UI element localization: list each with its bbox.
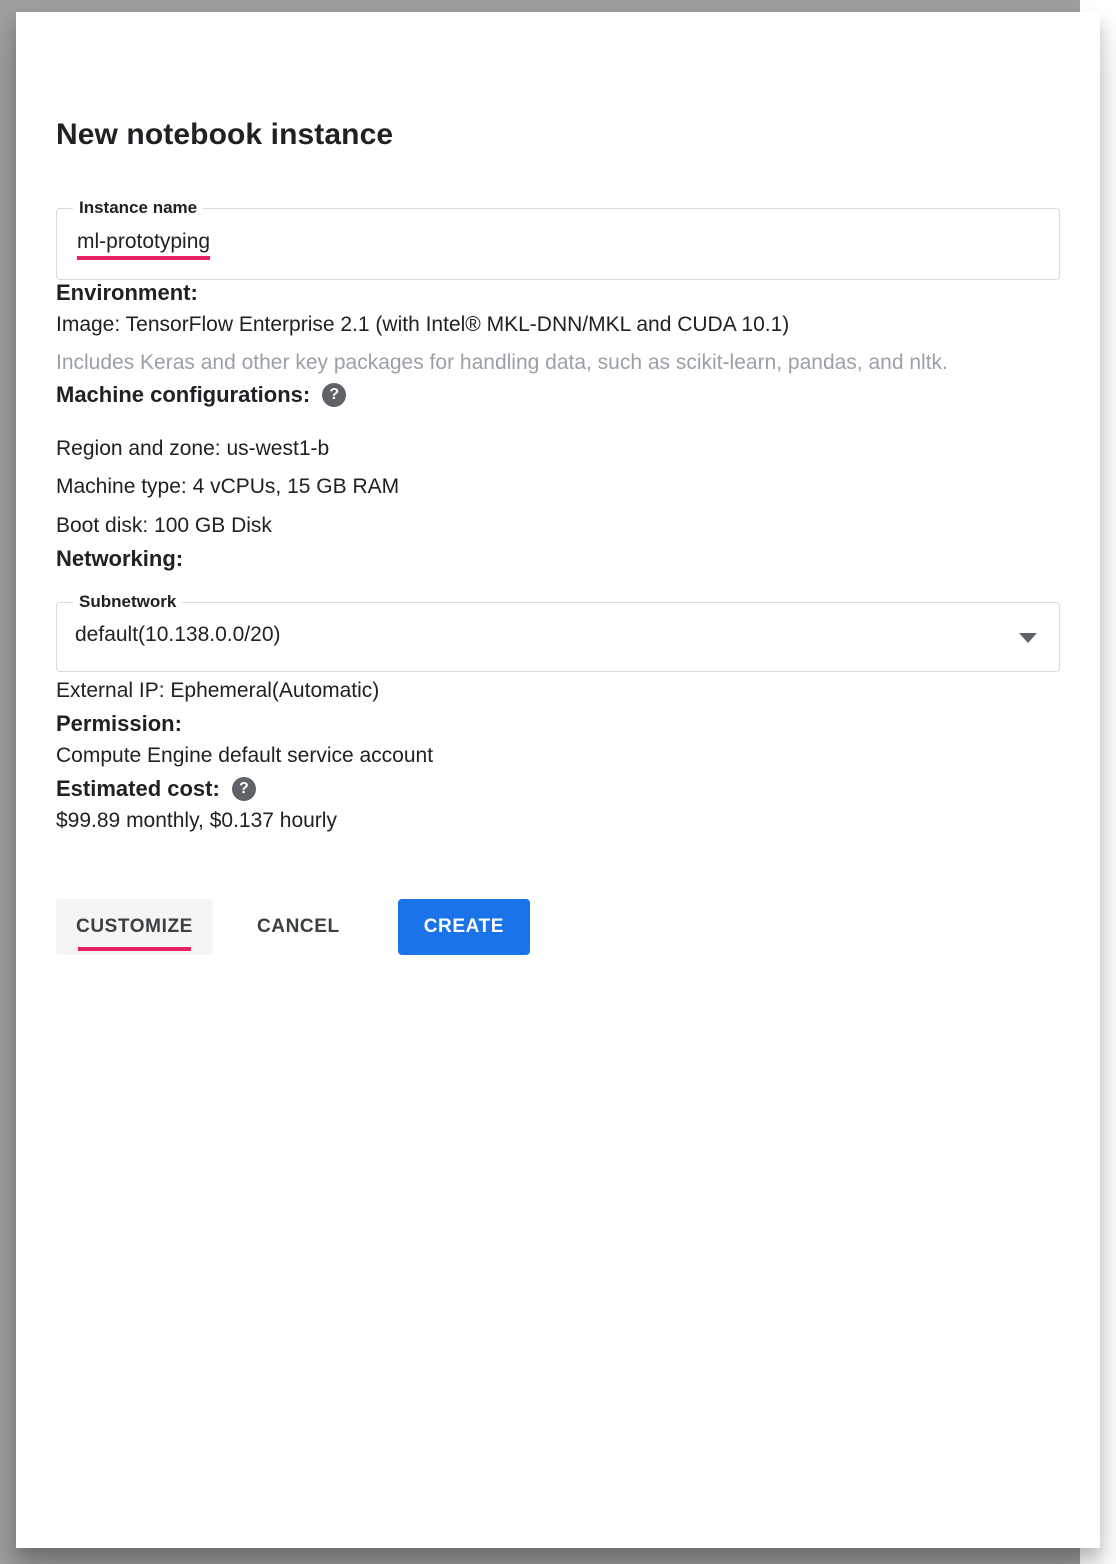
permission-value: Compute Engine default service account — [56, 743, 434, 767]
chevron-down-icon[interactable] — [1019, 633, 1037, 643]
dialog-actions — [56, 899, 1060, 955]
machine-configurations-heading — [56, 382, 1060, 408]
estimated-cost-heading — [56, 776, 1060, 802]
machine-type: Machine type: 4 vCPUs, 15 GB RAM — [56, 475, 400, 499]
permission-heading — [56, 711, 1060, 737]
machine-configurations-list — [56, 430, 1060, 547]
customize-highlight — [78, 947, 191, 951]
external-ip-line: External IP: Ephemeral(Automatic) — [56, 679, 380, 703]
help-icon[interactable]: ? — [322, 383, 346, 407]
machine-region-zone: Region and zone: us-west1-b — [56, 436, 330, 460]
customize-button-label: CUSTOMIZE — [76, 915, 193, 937]
environment-image-line: Image: TensorFlow Enterprise 2.1 (with Intel® MKL-DNN/MKL and CUDA 10.1) — [56, 313, 790, 336]
machine-boot-disk: Boot disk: 100 GB Disk — [56, 514, 272, 538]
cancel-button[interactable]: CANCEL — [237, 899, 360, 955]
help-icon[interactable]: ? — [232, 777, 256, 801]
instance-name-input[interactable] — [77, 230, 210, 254]
instance-name-label: Instance name — [73, 198, 203, 218]
create-button[interactable]: CREATE — [398, 899, 530, 955]
subnetwork-select[interactable] — [56, 592, 1060, 672]
customize-button[interactable] — [56, 899, 213, 955]
instance-name-field[interactable] — [56, 198, 1060, 280]
environment-description: Includes Keras and other key packages for handling data, such as scikit-learn, pandas, and nltk. — [56, 350, 948, 374]
new-notebook-instance-dialog — [16, 12, 1100, 1548]
networking-heading-label: Networking: — [56, 546, 184, 572]
dialog-title: New notebook instance — [56, 118, 394, 151]
networking-heading — [56, 546, 1060, 572]
estimated-cost-value: $99.89 monthly, $0.137 hourly — [56, 808, 337, 832]
environment-heading-label: Environment: — [56, 280, 198, 305]
instance-name-value: ml-prototyping — [77, 230, 210, 260]
estimated-cost-label: Estimated cost: — [56, 775, 220, 801]
subnetwork-value: default(10.138.0.0/20) — [75, 623, 281, 647]
subnetwork-label: Subnetwork — [73, 592, 182, 612]
machine-configurations-label: Machine configurations: — [56, 381, 311, 407]
permission-heading-label: Permission: — [56, 710, 182, 736]
environment-heading — [56, 280, 1060, 306]
